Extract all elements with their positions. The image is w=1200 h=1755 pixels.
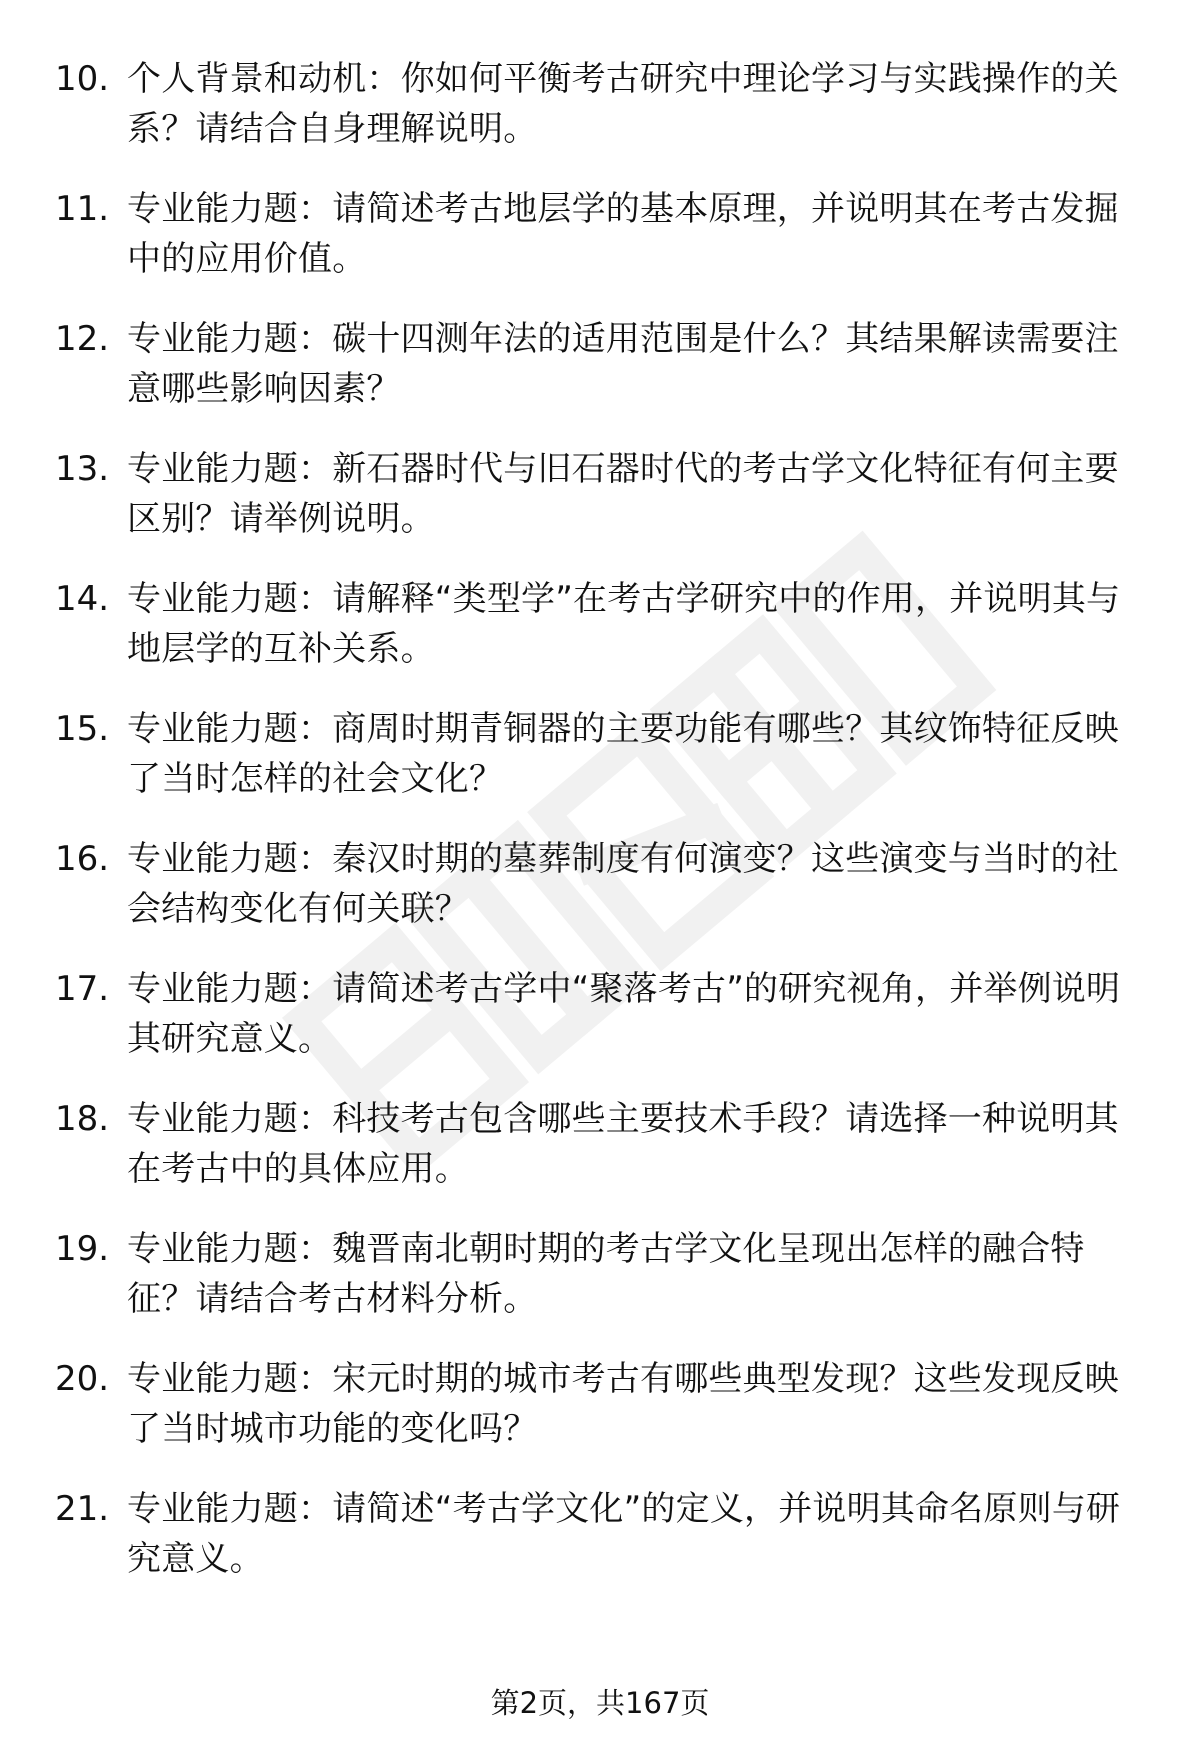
question-item-10 xyxy=(55,54,1145,184)
question-number: 17. xyxy=(55,969,110,1009)
question-text: 专业能力题：商周时期青铜器的主要功能有哪些？其纹饰特征反映了当时怎样的社会文化？ xyxy=(127,709,1119,799)
question-item-20 xyxy=(55,1354,1145,1484)
question-item-21 xyxy=(55,1484,1145,1614)
question-text: 专业能力题：请简述“考古学文化”的定义，并说明其命名原则与研究意义。 xyxy=(127,1489,1121,1579)
question-item-17 xyxy=(55,964,1145,1094)
question-text: 专业能力题：秦汉时期的墓葬制度有何演变？这些演变与当时的社会结构变化有何关联？ xyxy=(127,839,1119,929)
question-number: 16. xyxy=(55,839,110,879)
question-number: 12. xyxy=(55,319,110,359)
question-number: 15. xyxy=(55,709,110,749)
question-number: 10. xyxy=(55,59,110,99)
question-text: 专业能力题：请解释“类型学”在考古学研究中的作用，并说明其与地层学的互补关系。 xyxy=(127,579,1121,669)
question-number: 14. xyxy=(55,579,110,619)
question-text: 个人背景和动机：你如何平衡考古研究中理论学习与实践操作的关系？请结合自身理解说明。 xyxy=(127,59,1119,149)
page-footer xyxy=(0,1683,1200,1723)
question-item-16 xyxy=(55,834,1145,964)
page-number-label: 第2页，共167页 xyxy=(490,1686,710,1720)
question-number: 21. xyxy=(55,1489,110,1529)
question-list xyxy=(55,54,1145,1614)
question-text: 专业能力题：请简述考古地层学的基本原理，并说明其在考古发掘中的应用价值。 xyxy=(127,189,1119,279)
question-number: 11. xyxy=(55,189,110,229)
question-text: 专业能力题：宋元时期的城市考古有哪些典型发现？这些发现反映了当时城市功能的变化吗？ xyxy=(127,1359,1119,1449)
question-text: 专业能力题：魏晋南北朝时期的考古学文化呈现出怎样的融合特征？请结合考古材料分析。 xyxy=(127,1229,1085,1319)
question-text: 专业能力题：科技考古包含哪些主要技术手段？请选择一种说明其在考古中的具体应用。 xyxy=(127,1099,1119,1189)
question-item-13 xyxy=(55,444,1145,574)
question-number: 19. xyxy=(55,1229,110,1269)
question-item-14 xyxy=(55,574,1145,704)
question-number: 13. xyxy=(55,449,110,489)
question-text: 专业能力题：碳十四测年法的适用范围是什么？其结果解读需要注意哪些影响因素？ xyxy=(127,319,1119,409)
question-text: 专业能力题：新石器时代与旧石器时代的考古学文化特征有何主要区别？请举例说明。 xyxy=(127,449,1119,539)
question-number: 20. xyxy=(55,1359,110,1399)
question-number: 18. xyxy=(55,1099,110,1139)
question-text: 专业能力题：请简述考古学中“聚落考古”的研究视角，并举例说明其研究意义。 xyxy=(127,969,1121,1059)
question-item-18 xyxy=(55,1094,1145,1224)
question-item-19 xyxy=(55,1224,1145,1354)
question-item-11 xyxy=(55,184,1145,314)
question-item-15 xyxy=(55,704,1145,834)
question-item-12 xyxy=(55,314,1145,444)
